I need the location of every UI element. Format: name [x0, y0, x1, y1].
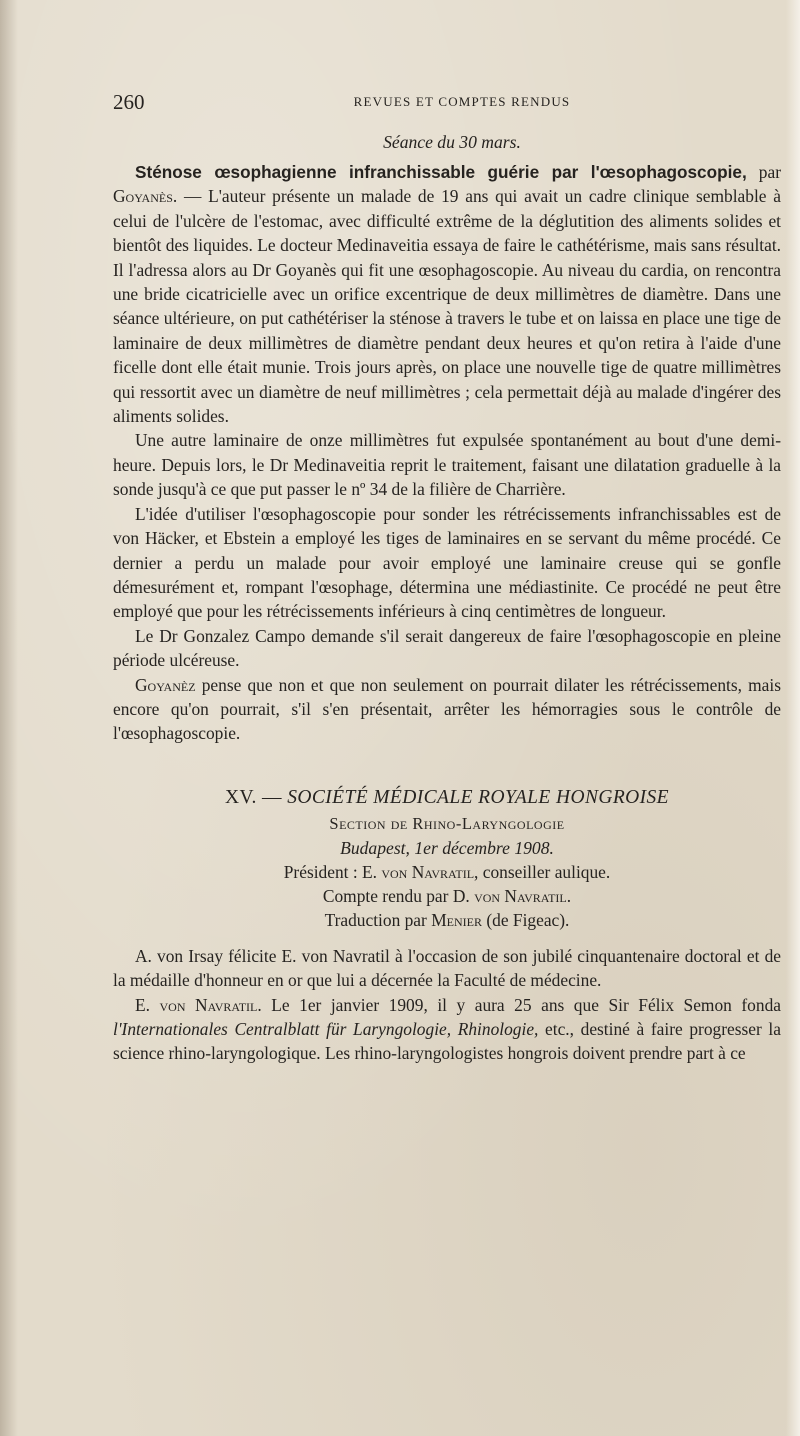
translator-place: (de Figeac).	[486, 909, 570, 930]
article-title: Sténose œsophagienne infranchissable guérie par l'œsophagoscopie,	[135, 162, 747, 182]
article-author: Goyanès.	[113, 186, 178, 207]
proceedings-speaker: E. von Navratil.	[135, 994, 262, 1015]
article-paragraph-1	[113, 160, 781, 428]
translator-name: Menier	[431, 909, 482, 930]
proceedings-text-b: etc., destiné à faire progresser la science rhino-laryngologique. Les rhino-laryngologistes hongrois doivent prendre part à ce	[113, 1018, 781, 1064]
society-heading	[113, 784, 781, 812]
president-name: E. von Navratil,	[362, 861, 479, 882]
president-label: Président :	[283, 861, 358, 882]
society-name: SOCIÉTÉ MÉDICALE ROYALE HONGROISE	[287, 786, 669, 808]
proceedings-paragraph-2	[113, 993, 781, 1066]
report-label: Compte rendu par	[322, 885, 449, 906]
translation-label: Traduction par	[324, 909, 427, 930]
journal-title: l'Internationales Centralblatt für Laryngologie, Rhinologie,	[113, 1018, 539, 1039]
article-paragraph-2: Une autre laminaire de onze millimètres fut expulsée spontanément au bout d'une demi-heure. Depuis lors, le Dr Medinaveitia reprit le traitement, faisant une dilatation graduelle à la sonde jusqu'à ce que put passer le nº 34 de la filière de Charrière.	[113, 430, 781, 500]
binding-shadow	[0, 0, 18, 1436]
session-heading: Séance du 30 mars.	[383, 132, 521, 152]
article-paragraph-4: Le Dr Gonzalez Campo demande s'il serait dangereux de faire l'œsophagoscopie en pleine période ulcéreuse.	[113, 625, 781, 671]
president-line	[113, 860, 781, 884]
president-title: conseiller aulique.	[482, 861, 611, 882]
section-gap	[113, 746, 781, 782]
society-numeral: XV. —	[225, 786, 282, 808]
report-line	[113, 884, 781, 908]
report-name: D. von Navratil.	[452, 885, 572, 906]
page-body	[113, 130, 781, 1066]
page-number: 260	[113, 90, 145, 114]
article-paragraph-3: L'idée d'utiliser l'œsophagoscopie pour sonder les rétrécissements infranchissables est de von Häcker, et Ebstein a employé les tiges de laminaires en se servant du même procédé. Ce dernier a perdu un malade pour avoir employé une laminaire creuse qui se gonfle démesurément et, rompant l'œsophage, détermina une médiastinite. Ce procédé ne peut être employé que pour les rétrécissements inférieurs à cinq centimètres de longueur.	[113, 503, 781, 622]
article-paragraph-5	[113, 673, 781, 746]
proceedings-text-a: Le 1er janvier 1909, il y aura 25 ans que Sir Félix Semon fonda	[271, 994, 781, 1015]
page-header	[113, 90, 781, 116]
page-edge	[786, 0, 800, 1436]
article-text-1: — L'auteur présente un malade de 19 ans qui avait un cadre clinique semblable à celui de l'ulcère de l'estomac, avec difficulté extrême de la déglutition des aliments solides et bientôt des liquides. Le docteur Medinaveitia essaya de faire le cathétérisme, mais sans résultat. Il l'adressa alors au Dr Goyanès qui fit une œsophagoscopie. Au niveau du cardia, on rencontra une bride cicatricielle avec un orifice excentrique de deux millimètres de diamètre. Dans une séance ultérieure, on put cathétériser la sténose à travers le tube et on laissa en place une tige de laminaire de deux millimètres de diamètre pendant deux heures et qu'on retira à l'aide d'une ficelle dont elle était munie. Trois jours après, on place une nouvelle tige de quatre millimètres qui ressortit avec un diamètre de neuf millimètres ; cela permettait déjà au malade d'ingérer des aliments solides.	[113, 186, 781, 427]
proceedings-paragraph-1: A. von Irsay félicite E. von Navratil à l'occasion de son jubilé cinquantenaire doctoral et de la médaille d'honneur en or que lui a décernée la Faculté de médecine.	[113, 945, 781, 991]
article-text-5: pense que non et que non seulement on pourrait dilater les rétrécissements, mais encore qu'on pourrait, s'il s'en présentait, arrêter les hémorragies sous le contrôle de l'œsophagoscopie.	[113, 674, 781, 744]
society-section: Section de Rhino-Laryngologie	[329, 813, 565, 833]
author-prefix: par	[758, 162, 781, 182]
running-head: REVUES ET COMPTES RENDUS	[353, 94, 571, 109]
society-date: Budapest, 1er décembre 1908.	[340, 837, 554, 858]
speaker-name: Goyanèz	[135, 674, 196, 695]
translation-line	[113, 908, 781, 932]
